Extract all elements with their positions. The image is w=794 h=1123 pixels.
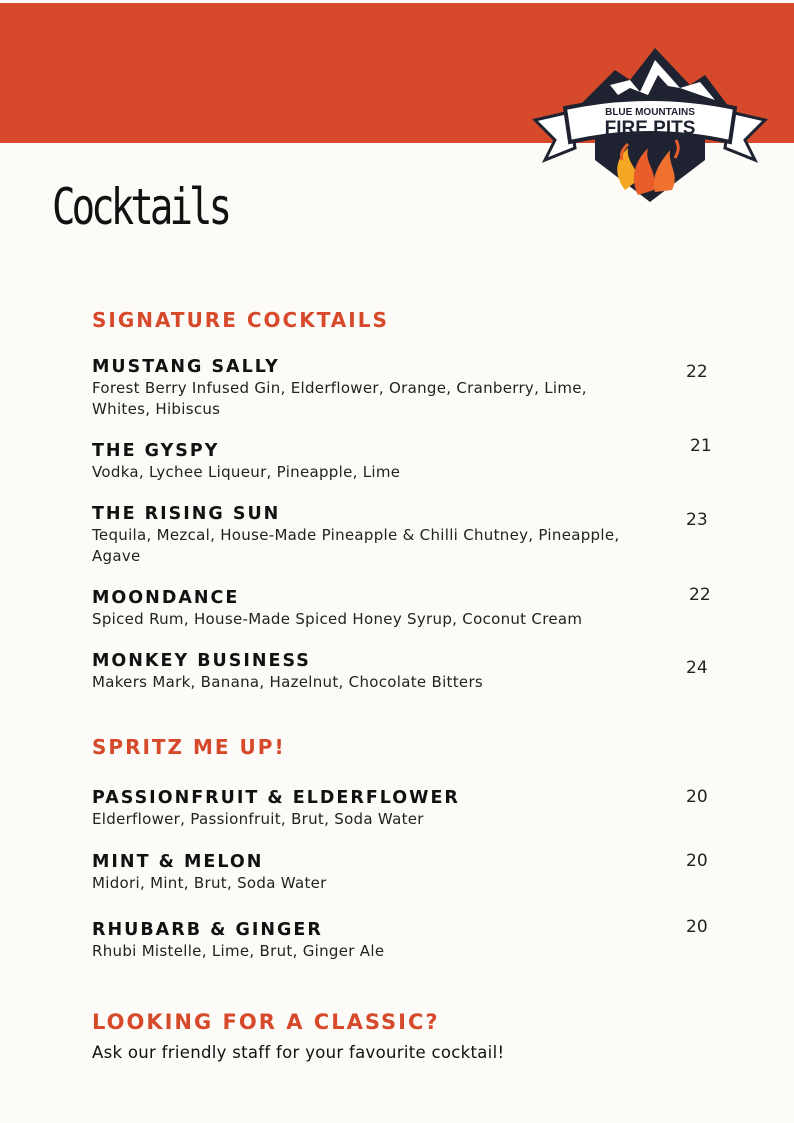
item-description: Makers Mark, Banana, Hazelnut, Chocolate Bitters bbox=[92, 673, 484, 691]
item-description: Rhubi Mistelle, Lime, Brut, Ginger Ale bbox=[92, 942, 385, 960]
section-heading-signature: SIGNATURE COCKTAILS bbox=[92, 308, 389, 332]
item-name: PASSIONFRUIT & ELDERFLOWER bbox=[92, 788, 460, 808]
item-name: MONKEY BUSINESS bbox=[92, 651, 311, 671]
logo-top-text: BLUE MOUNTAINS bbox=[605, 107, 695, 118]
item-price: 20 bbox=[686, 851, 708, 871]
classic-note: Ask our friendly staff for your favourite cocktail! bbox=[92, 1043, 505, 1062]
menu-item bbox=[92, 919, 732, 962]
item-price: 24 bbox=[686, 658, 708, 678]
item-name: THE RISING SUN bbox=[92, 504, 281, 524]
menu-item bbox=[92, 787, 732, 830]
item-description: Elderflower, Passionfruit, Brut, Soda Water bbox=[92, 810, 424, 828]
item-description: Midori, Mint, Brut, Soda Water bbox=[92, 874, 327, 892]
menu-item bbox=[92, 587, 732, 630]
item-name: RHUBARB & GINGER bbox=[92, 920, 323, 940]
menu-item bbox=[92, 503, 732, 567]
item-price: 20 bbox=[686, 787, 708, 807]
page-title: Cocktails bbox=[52, 178, 229, 236]
logo-main-text: FIRE PITS bbox=[604, 118, 696, 139]
section-heading-spritz: SPRITZ ME UP! bbox=[92, 735, 286, 759]
item-price: 23 bbox=[686, 510, 708, 530]
item-name: MINT & MELON bbox=[92, 852, 264, 872]
menu-item bbox=[92, 650, 732, 693]
menu-item bbox=[92, 440, 732, 483]
item-price: 21 bbox=[690, 436, 712, 456]
item-description: Spiced Rum, House-Made Spiced Honey Syrup, Coconut Cream bbox=[92, 610, 583, 628]
item-description: Tequila, Mezcal, House-Made Pineapple & Chilli Chutney, Pineapple, Agave bbox=[92, 526, 620, 565]
menu-item bbox=[92, 356, 732, 420]
item-description: Forest Berry Infused Gin, Elderflower, Orange, Cranberry, Lime, Whites, Hibiscus bbox=[92, 379, 587, 418]
item-price: 22 bbox=[689, 585, 711, 605]
menu-item bbox=[92, 851, 732, 894]
item-price: 20 bbox=[686, 917, 708, 937]
item-name: MUSTANG SALLY bbox=[92, 357, 280, 377]
item-name: THE GYSPY bbox=[92, 441, 220, 461]
item-name: MOONDANCE bbox=[92, 588, 240, 608]
item-price: 22 bbox=[686, 362, 708, 382]
fire-pits-logo bbox=[530, 40, 770, 210]
section-heading-classic: LOOKING FOR A CLASSIC? bbox=[92, 1010, 440, 1034]
item-description: Vodka, Lychee Liqueur, Pineapple, Lime bbox=[92, 463, 401, 481]
